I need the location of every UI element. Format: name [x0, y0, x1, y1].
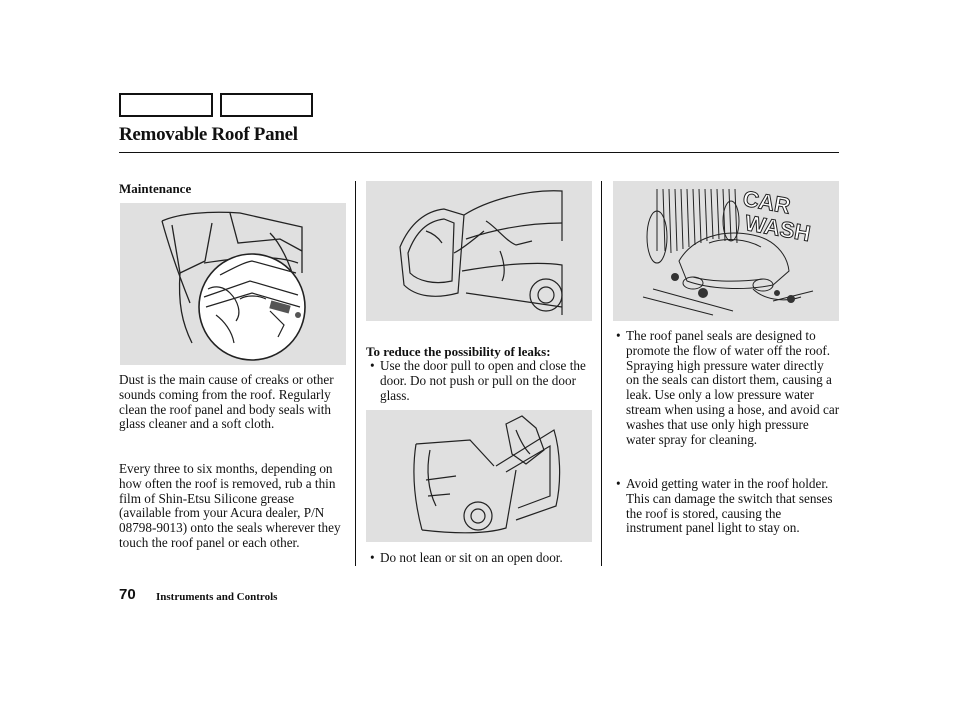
open-door-car-drawing	[366, 410, 592, 542]
leaks-bullet-lean-text: Do not lean or sit on an open door.	[380, 550, 563, 565]
maintenance-paragraph-1: Dust is the main cause of creaks or other sounds coming from the roof. Regularly clean the roof panel and body seals with glass cleaner and a soft cloth.	[119, 372, 334, 432]
car-wash-sign-text-2: WASH	[743, 210, 813, 247]
bullet-marker: •	[616, 328, 621, 343]
door-pull-illustration	[366, 181, 592, 321]
leaks-bullet-door-pull	[370, 359, 592, 403]
car-wash-drawing	[613, 181, 839, 321]
roof-seal-bullet-text: The roof panel seals are designed to promote the flow of water off the roof. Spraying high pressure water directly on the seals can distort them, causing a leak. Use only a low pressure water stream when using a hose, and avoid car washes that use only high pressure water spray for cleaning.	[626, 328, 840, 447]
door-pull-drawing	[366, 181, 592, 321]
car-wash-illustration	[613, 181, 839, 321]
seal-cleaning-drawing	[120, 203, 346, 365]
roof-holder-bullet	[616, 477, 840, 536]
open-door-car-illustration	[366, 410, 592, 542]
maintenance-paragraph-2: Every three to six months, depending on how often the roof is removed, rub a thin film of Shin-Etsu Silicone grease (available from your Acura dealer, P/N 08798-9013) onto the seals wherever they touch the roof panel or each other.	[119, 461, 341, 550]
bullet-marker: •	[370, 550, 375, 565]
bullet-marker: •	[370, 358, 375, 373]
column-divider-2	[601, 181, 602, 566]
leaks-bullet-lean	[370, 551, 592, 566]
leaks-heading: To reduce the possibility of leaks:	[366, 344, 551, 359]
bullet-marker: •	[616, 476, 621, 491]
maintenance-heading: Maintenance	[119, 181, 192, 196]
page-number: 70	[119, 586, 136, 603]
roof-holder-bullet-text: Avoid getting water in the roof holder. This can damage the switch that senses the roof is stored, causing the instrument panel light to stay on.	[626, 476, 833, 536]
title-divider	[119, 152, 839, 153]
column-divider-1	[355, 181, 356, 566]
nav-tab-box-1[interactable]	[119, 93, 213, 117]
section-name: Instruments and Controls	[156, 591, 278, 603]
nav-tab-box-2[interactable]	[220, 93, 313, 117]
seal-cleaning-illustration	[120, 203, 346, 365]
leaks-bullet-door-pull-text: Use the door pull to open and close the door. Do not push or pull on the door glass.	[380, 358, 586, 403]
page-title: Removable Roof Panel	[119, 124, 298, 145]
car-wash-sign-text: CAR	[741, 185, 793, 219]
roof-seal-bullet	[616, 329, 840, 447]
